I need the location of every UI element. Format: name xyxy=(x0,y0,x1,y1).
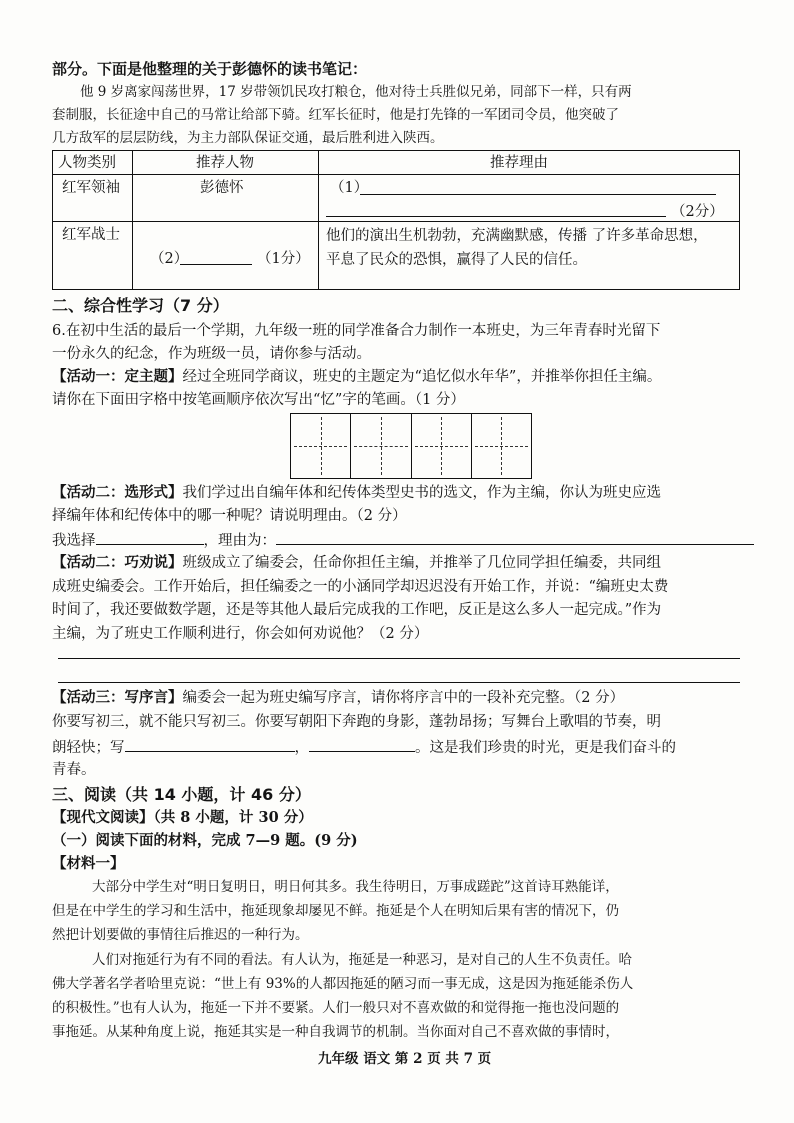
section-heading: 二、综合性学习（7 分） xyxy=(52,296,229,315)
activity-text: 青春。 xyxy=(52,762,96,778)
note-line: 几方敌军的层层防线，为主力部队保证交通，最后胜利进入陕西。 xyxy=(52,130,444,146)
table-cell-category: 红军战士 xyxy=(62,227,120,243)
passage-line: 佛大学著名学者哈里克说：“世上有 93%的人都因拖延的陋习而一事无成，这是因为拖延能杀伤人 xyxy=(52,976,634,992)
recommend-table xyxy=(52,150,740,290)
activity-text: 朗轻快；写 xyxy=(52,740,125,756)
passage-line: 然把计划要做的事情往后推迟的一种行为。 xyxy=(52,927,309,943)
answer-line[interactable] xyxy=(58,658,740,659)
table-cell-category: 红军领袖 xyxy=(62,180,120,196)
table-header-category: 人物类别 xyxy=(58,155,116,171)
section-heading: 三、阅读（共 14 小题，计 46 分） xyxy=(52,785,311,804)
answer-line[interactable] xyxy=(58,682,740,683)
activity-text: 经过全班同学商议，班史的主题定为“追忆似水年华”，并推举你担任主编。 xyxy=(182,369,662,385)
table-cell-reason: 平息了民众的恐惧，赢得了人民的信任。 xyxy=(326,252,587,268)
activity-text: 择编年体和纪传体中的哪一种呢？请说明理由。（2 分） xyxy=(52,508,407,524)
subsection-heading: 【现代文阅读】（共 8 小题，计 30 分） xyxy=(52,809,313,826)
table-cell-person: 彭德怀 xyxy=(200,180,244,196)
choice-blank[interactable] xyxy=(96,532,204,545)
passage-line: 大部分中学生对“明日复明日，明日何其多。我生待明日，万事成蹉跎”这首诗耳熟能详， xyxy=(92,879,619,895)
activity-text: 你要写初三，就不能只写初三。你要写朝阳下奔跑的身影，蓬勃昂扬；写舞台上歌唱的节奏，明 xyxy=(52,714,661,730)
activity-label: 【活动二：选形式】 xyxy=(52,484,183,501)
activity-text: 班级成立了编委会，任命你担任主编，并推举了几位同学担任编委，共同组 xyxy=(182,555,661,571)
activity-text: ， xyxy=(294,740,309,756)
table-header-reason: 推荐理由 xyxy=(490,155,548,171)
material-label: 【材料一】 xyxy=(52,855,125,872)
activity-text: 。这是我们珍贵的时光，更是我们奋斗的 xyxy=(415,740,676,756)
answer-blank-label: （1） xyxy=(330,180,369,196)
grid-cell[interactable] xyxy=(472,414,531,478)
score-label: （2分） xyxy=(671,204,724,220)
activity-text: 我们学过出自编年体和纪传体类型史书的选文，作为主编，你认为班史应选 xyxy=(182,485,661,501)
activity-text: 主编，为了班史工作顺利进行，你会如何劝说他？（2 分） xyxy=(52,626,429,642)
answer-blank-line[interactable] xyxy=(360,194,716,195)
reason-label: ，理由为： xyxy=(203,533,276,549)
activity-label: 【活动二：巧劝说】 xyxy=(52,554,183,571)
passage-line: 人们对拖延行为有不同的看法。有人认为，拖延是一种恶习，是对自己的人生不负责任。哈 xyxy=(92,952,632,968)
subsection-heading: （一）阅读下面的材料，完成 7—9 题。(9 分) xyxy=(52,832,358,849)
reason-blank[interactable] xyxy=(276,532,754,545)
activity-text: 请你在下面田字格中按笔画顺序依次写出“忆”字的笔画。（1 分） xyxy=(52,392,465,408)
activity-label: 【活动一：定主题】 xyxy=(52,368,183,385)
score-label: （1分） xyxy=(257,251,310,267)
answer-blank-label: （2） xyxy=(150,251,189,267)
grid-cell[interactable] xyxy=(291,414,351,478)
activity-text: 编委会一起为班史编写序言，请你将序言中的一段补充完整。（2 分） xyxy=(182,690,625,706)
answer-blank-line[interactable] xyxy=(180,264,252,265)
note-line: 他 9 岁离家闯荡世界，17 岁带领饥民攻打粮仓，他对待士兵胜似兄弟，同部下一样，只有两 xyxy=(80,84,632,100)
grid-cell[interactable] xyxy=(351,414,411,478)
table-cell-reason: 他们的演出生机勃勃，充满幽默感，传播 了许多革命思想， xyxy=(326,228,708,244)
choose-label: 我选择 xyxy=(52,533,96,549)
passage-line: 但是在中学生的学习和生活中，拖延现象却屡见不鲜。拖延是个人在明知后果有害的情况下，仍 xyxy=(52,903,619,919)
passage-line: 的积极性。”也有人认为，拖延一下并不要紧。人们一般只对不喜欢做的和觉得拖一拖也没问题的 xyxy=(52,1000,620,1016)
activity-text: 时间了，我还要做数学题，还是等其他人最后完成我的工作吧，反正是这么多人一起完成。”作为 xyxy=(52,602,662,618)
intro-line: 部分。下面是他整理的关于彭德怀的读书笔记： xyxy=(52,60,368,78)
note-line: 套制服，长征途中自己的马常让给部下骑。红军长征时，他是打先锋的一军团司令员，他突破了 xyxy=(52,107,619,123)
fill-blank[interactable] xyxy=(125,739,295,752)
question-text: 一份永久的纪念，作为班级一员，请你参与活动。 xyxy=(52,346,371,362)
table-header-person: 推荐人物 xyxy=(196,155,254,171)
grid-cell[interactable] xyxy=(412,414,472,478)
activity-label: 【活动三：写序言】 xyxy=(52,689,183,706)
activity-text: 成班史编委会。工作开始后，担任编委之一的小涵同学却迟迟没有开始工作，并说：“编班史太费 xyxy=(52,579,669,595)
fill-blank[interactable] xyxy=(309,739,415,752)
page-footer: 九年级 语文 第 2 页 共 7 页 xyxy=(318,1051,492,1067)
question-text: 6.在初中生活的最后一个学期，九年级一班的同学准备合力制作一本班史，为三年青春时光留下 xyxy=(52,323,661,339)
passage-line: 事拖延。从某种角度上说，拖延其实是一种自我调节的机制。当你面对自己不喜欢做的事情时， xyxy=(52,1024,619,1040)
tianzige-grid[interactable] xyxy=(290,413,532,479)
answer-blank-line[interactable] xyxy=(326,216,666,217)
